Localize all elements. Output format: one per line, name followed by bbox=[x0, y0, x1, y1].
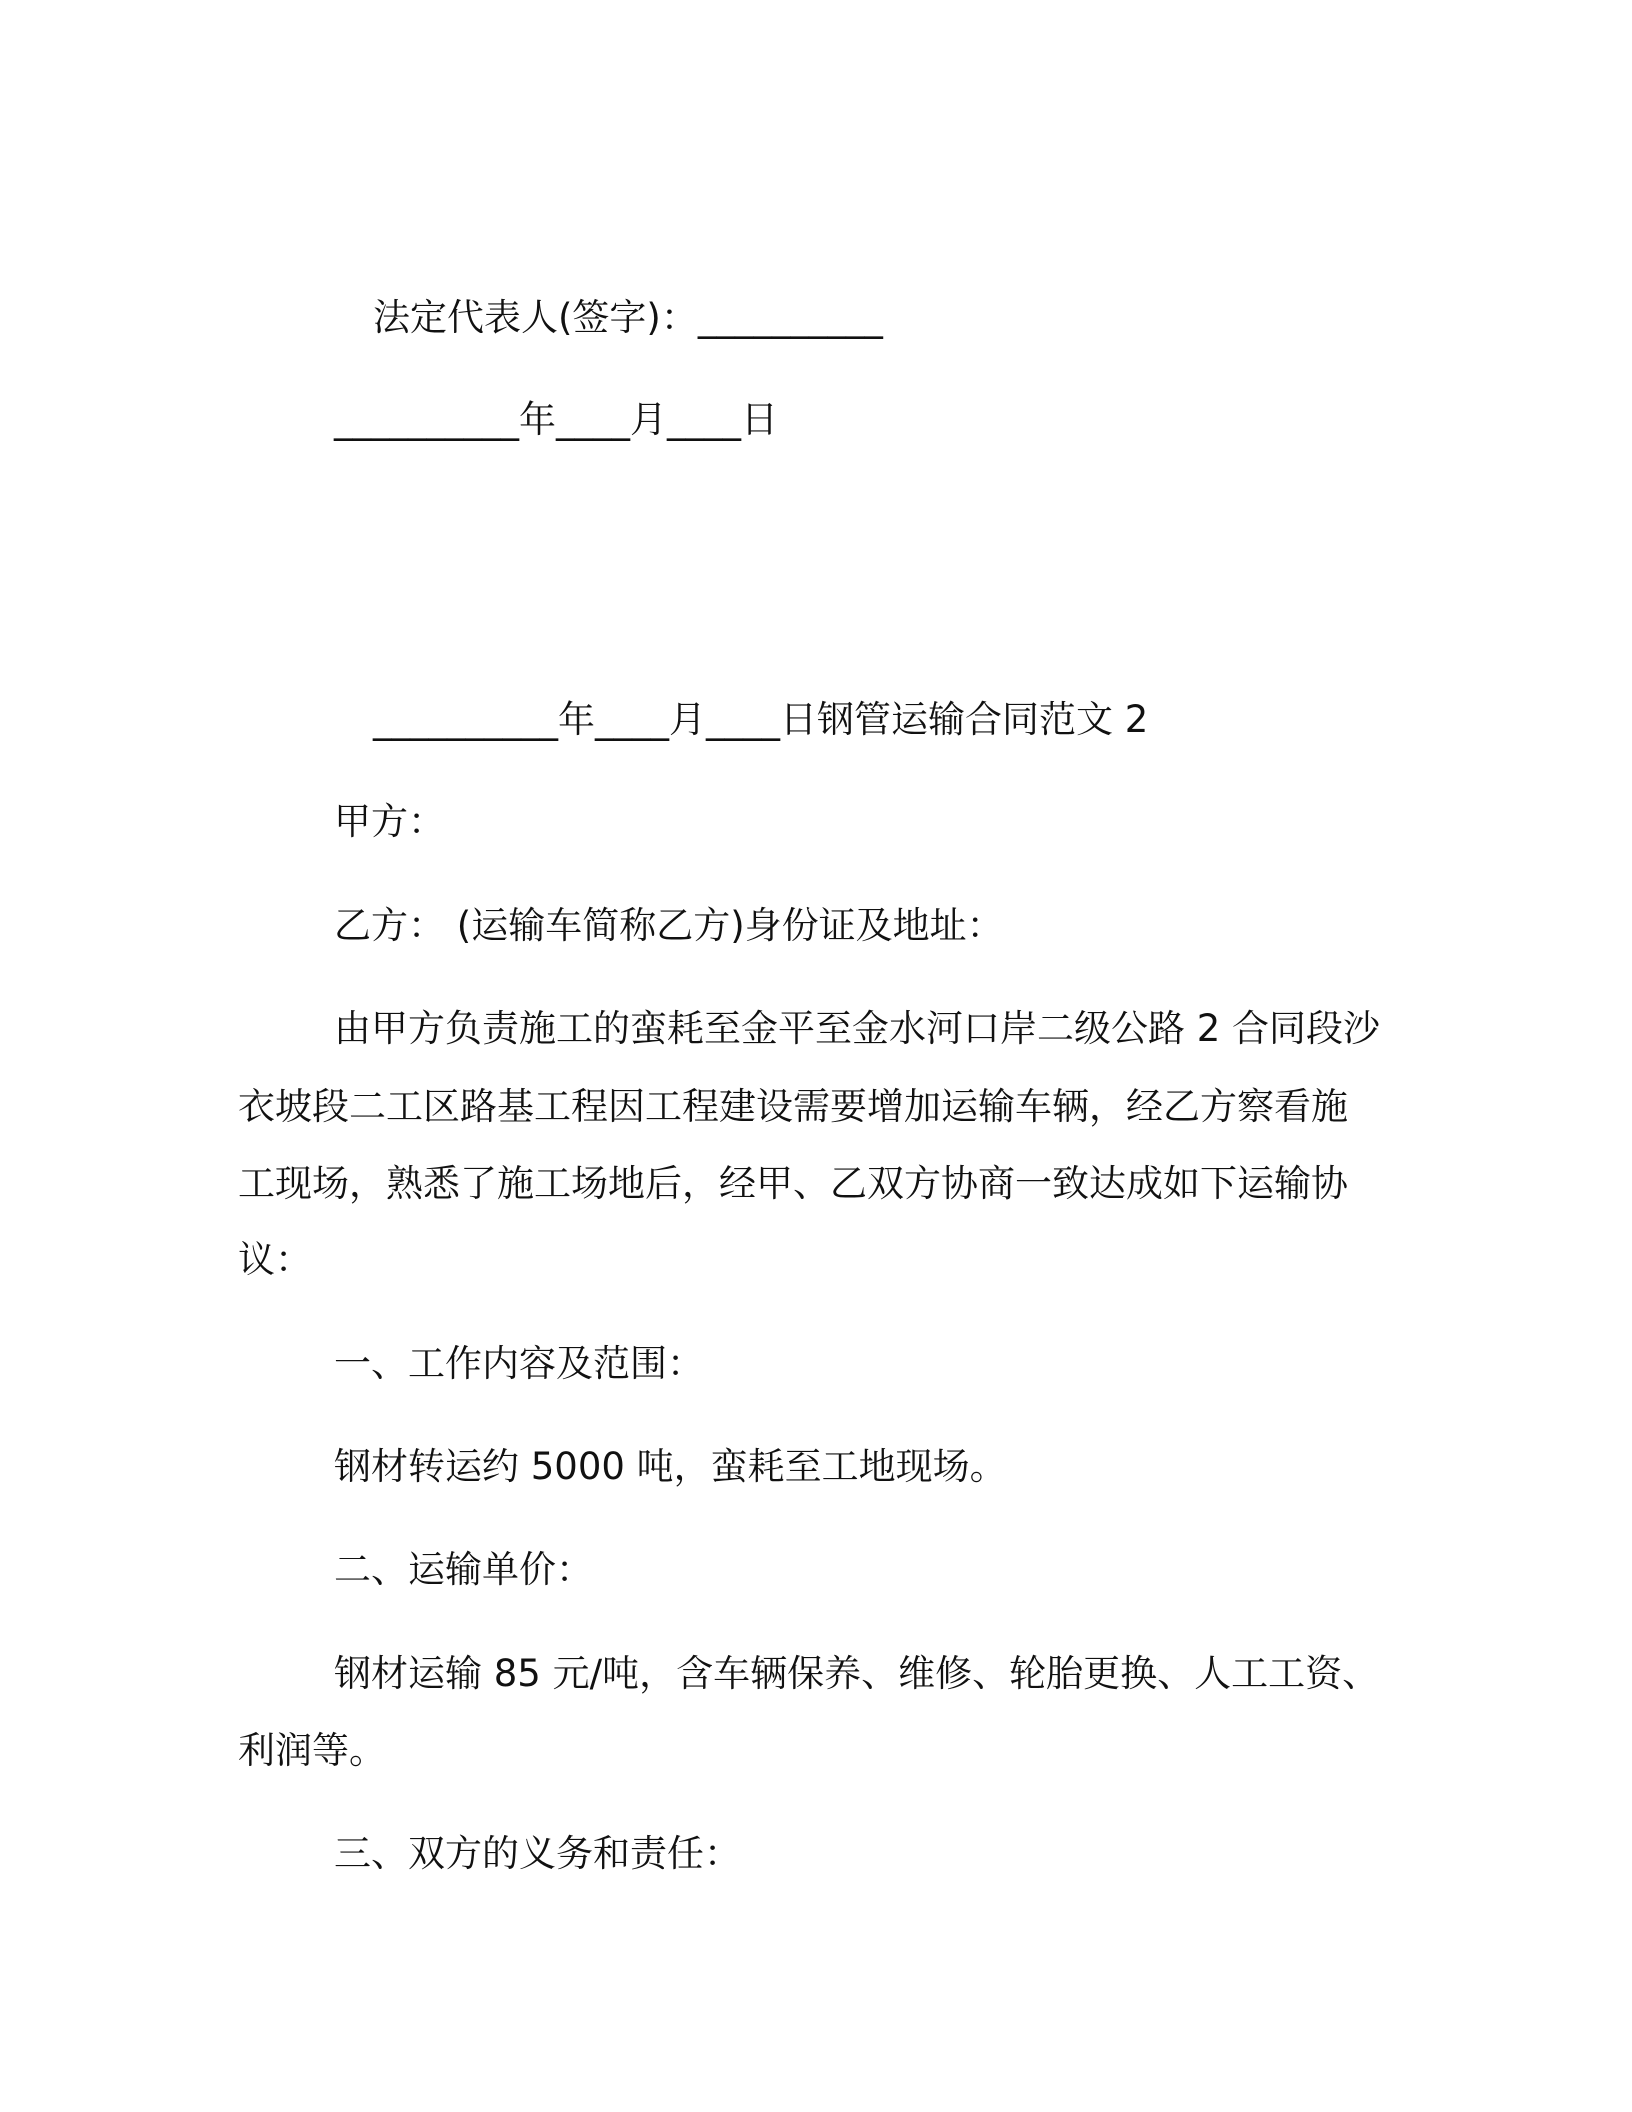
legal-representative-signature-line: 法定代表人(签字)：__________ bbox=[373, 296, 883, 339]
intro-paragraph-line: 由甲方负责施工的蛮耗至金平至金水河口岸二级公路 2 合同段沙 bbox=[334, 1007, 1381, 1050]
section-heading-unit-price: 二、运输单价： bbox=[334, 1548, 593, 1591]
signature-date-line: __________年____月____日 bbox=[334, 398, 778, 441]
section-heading-scope: 一、工作内容及范围： bbox=[334, 1342, 704, 1385]
contract-title: __________年____月____日钢管运输合同范文 2 bbox=[373, 698, 1149, 741]
intro-paragraph-line: 工现场，熟悉了施工场地后，经甲、乙双方协商一致达成如下运输协 bbox=[238, 1162, 1348, 1205]
unit-price-text-line: 利润等。 bbox=[238, 1729, 386, 1772]
section-heading-obligations: 三、双方的义务和责任： bbox=[334, 1832, 741, 1875]
unit-price-text-line: 钢材运输 85 元/吨，含车辆保养、维修、轮胎更换、人工工资、 bbox=[334, 1652, 1380, 1695]
party-a-line: 甲方： bbox=[334, 800, 445, 843]
party-b-line: 乙方： (运输车简称乙方)身份证及地址： bbox=[334, 904, 1004, 947]
scope-text: 钢材转运约 5000 吨，蛮耗至工地现场。 bbox=[334, 1445, 1007, 1488]
intro-paragraph-line: 议： bbox=[238, 1238, 312, 1281]
intro-paragraph-line: 衣坡段二工区路基工程因工程建设需要增加运输车辆，经乙方察看施 bbox=[238, 1085, 1348, 1128]
